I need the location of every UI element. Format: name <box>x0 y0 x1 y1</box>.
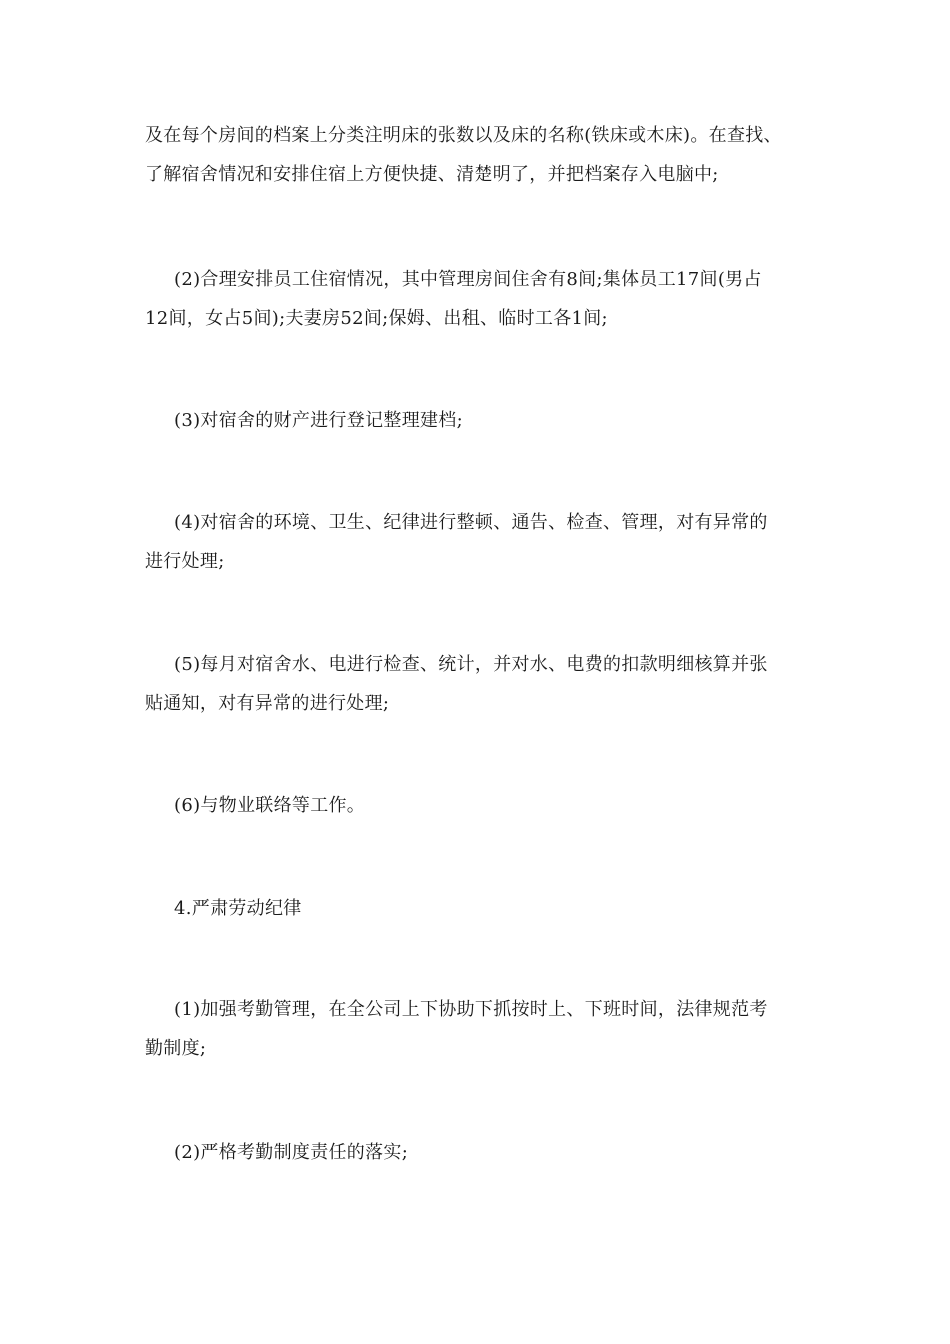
paragraph-item-2-attendance-responsibility <box>145 1133 810 1172</box>
text-line: 及在每个房间的档案上分类注明床的张数以及床的名称(铁床或木床)。在查找、 <box>145 125 782 146</box>
text-line: 4.严肃劳动纪律 <box>174 898 302 919</box>
paragraph-item-6-property-liaison <box>145 786 810 825</box>
text-line: (3)对宿舍的财产进行登记整理建档; <box>174 410 463 431</box>
section-heading-labor-discipline <box>145 889 810 928</box>
text-line: (1)加强考勤管理，在全公司上下协助下抓按时上、下班时间，法律规范考 <box>174 999 768 1020</box>
text-line: (6)与物业联络等工作。 <box>174 795 366 816</box>
text-line: (2)严格考勤制度责任的落实; <box>174 1142 409 1163</box>
text-line: 贴通知，对有异常的进行处理; <box>145 693 390 714</box>
paragraph-item-1-attendance <box>145 990 810 1068</box>
paragraph-item-2-housing <box>145 260 810 338</box>
text-line: 勤制度; <box>145 1038 207 1059</box>
paragraph-item-5-utilities <box>145 645 810 723</box>
text-line: 进行处理; <box>145 551 225 572</box>
text-line: 12间，女占5间);夫妻房52间;保姆、出租、临时工各1间; <box>145 308 608 329</box>
paragraph-item-4-environment <box>145 503 810 581</box>
paragraph-dormitory-records <box>145 116 810 194</box>
paragraph-item-3-property <box>145 401 810 440</box>
text-line: (4)对宿舍的环境、卫生、纪律进行整顿、通告、检查、管理，对有异常的 <box>174 512 768 533</box>
text-line: (2)合理安排员工住宿情况，其中管理房间住舍有8间;集体员工17间(男占 <box>174 269 762 290</box>
text-line: 了解宿舍情况和安排住宿上方便快捷、清楚明了，并把档案存入电脑中; <box>145 164 719 185</box>
text-line: (5)每月对宿舍水、电进行检查、统计，并对水、电费的扣款明细核算并张 <box>174 654 768 675</box>
